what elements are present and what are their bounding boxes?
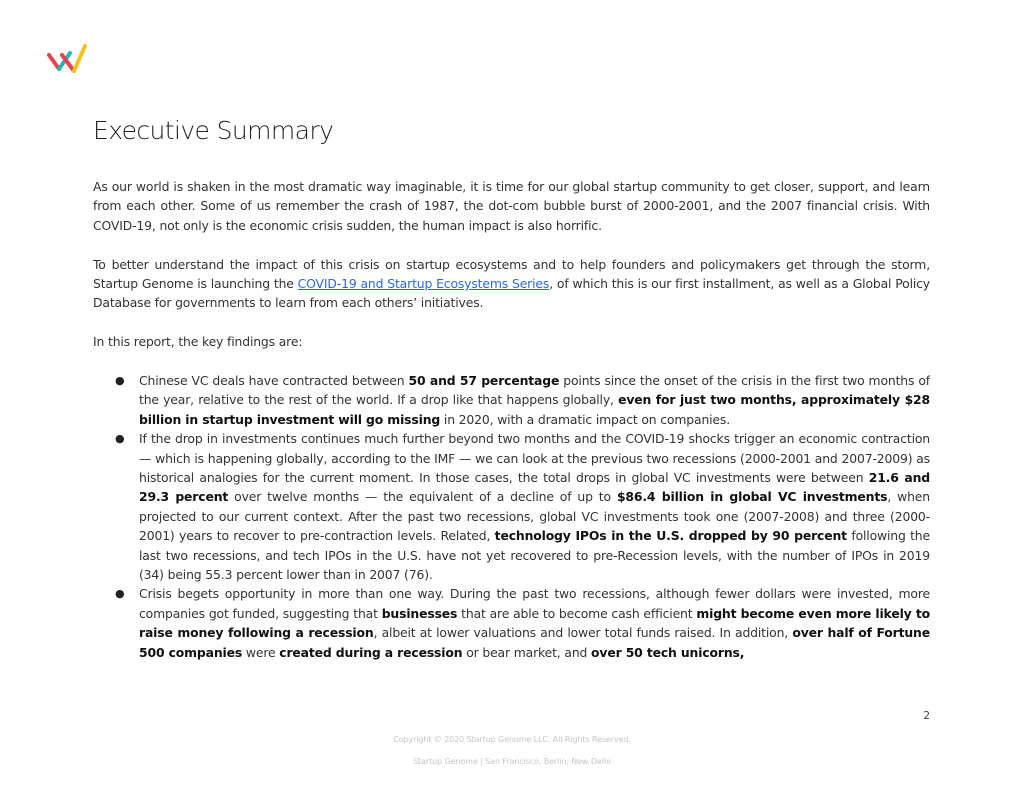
- finding-text: following the last two recessions, and tech IPOs in the U.S. have not yet recovered to pre-Recession levels, with the number of IPOs in 2019 (34) being 55.3 percent lower than in 2007 (76).: [139, 528, 930, 583]
- series-paragraph-text-end: , of which this is our first installment, as well as a Global Policy Database for governments to learn from each others’ initiatives.: [93, 276, 930, 311]
- page-title: Executive Summary: [93, 116, 334, 145]
- finding-text: were: [242, 644, 280, 660]
- logo-red-stroke: [49, 55, 59, 69]
- finding-text: points since the onset of the crisis in the first two months of the year, relative to the rest of the world. If a drop like that happens globally,: [139, 373, 930, 408]
- finding-text: Crisis begets opportunity in more than one way. During the past two recessions, although fewer dollars were invested, more companies got funded, suggesting that: [139, 586, 930, 621]
- key-findings-list: [93, 371, 930, 662]
- finding-text: that are able to become cash efficient: [457, 605, 697, 621]
- series-paragraph-text: To better understand the impact of this crisis on startup ecosystems and to help founders and policymakers get through the storm, Startup Genome is launching the: [93, 256, 930, 292]
- footer-copyright: Copyright © 2020 Startup Genome LLC. All Rights Reserved.: [393, 735, 631, 744]
- finding-highlight: created during a recession: [279, 644, 463, 660]
- intro-paragraph: As our world is shaken in the most dramatic way imaginable, it is time for our global startup community to get closer, support, and learn from each other. Some of us remember the crash of 1987, the dot-com bubble burst of 2000-2001, and the 2007 financial crisis. With COVID-19, not only is the economic crisis sudden, the human impact is also horrific.: [93, 179, 930, 233]
- covid-series-link[interactable]: COVID-19 and Startup Ecosystems Series: [297, 276, 550, 292]
- finding-text: in 2020, with a dramatic impact on companies.: [440, 411, 731, 427]
- bullet-icon: ●: [115, 432, 125, 446]
- page-number: 2: [923, 710, 930, 722]
- findings-intro: In this report, the key findings are:: [93, 334, 303, 350]
- finding-text: over twelve months — the equivalent of a decline of up to: [228, 489, 617, 505]
- report-body: [93, 177, 930, 662]
- finding-highlight: technology IPOs in the U.S. dropped by 90 percent: [494, 528, 847, 544]
- bullet-icon: ●: [115, 374, 125, 388]
- finding-highlight: over half of Fortune 500 companies: [139, 625, 930, 660]
- finding-text: or bear market, and: [462, 644, 592, 660]
- finding-text: Chinese VC deals have contracted between: [139, 373, 409, 389]
- finding-item-china-vc: [115, 371, 930, 429]
- finding-item-recession: [115, 429, 930, 584]
- logo-yellow-stroke: [74, 46, 85, 71]
- finding-highlight: might become even more likely to raise money following a recession: [139, 605, 930, 641]
- finding-highlight: 21.6 and 29.3 percent: [139, 470, 930, 505]
- finding-text: , albeit at lower valuations and lower total funds raised. In addition,: [373, 625, 793, 641]
- footer-locations: Startup Genome | San Francisco, Berlin, New Delhi: [413, 757, 611, 766]
- finding-highlight: even for just two months, approximately $28 billion in startup investment will go missing: [139, 392, 930, 427]
- finding-text: , when projected to our current context. After the past two recessions, global VC investments took one (2007-2008) and three (2000-2001) years to recover to pre-contraction levels. Related,: [139, 489, 930, 544]
- bullet-icon: ●: [115, 587, 125, 601]
- finding-item-opportunity: [115, 584, 930, 662]
- series-paragraph: [93, 255, 930, 313]
- finding-highlight: over 50 tech unicorns,: [591, 644, 745, 660]
- finding-highlight: 50 and 57 percentage: [408, 373, 560, 389]
- finding-highlight: businesses: [381, 605, 458, 621]
- finding-text: If the drop in investments continues much further beyond two months and the COVID-19 shocks trigger an economic contraction — which is happening globally, according to the IMF — we can look at the previous two recessions (2000-2001 and 2007-2009) as historical analogies for the current moment. In those cases, the total drops in global VC investments were between: [139, 431, 930, 486]
- startup-genome-logo: [46, 42, 88, 76]
- finding-highlight: $86.4 billion in global VC investments: [616, 489, 888, 505]
